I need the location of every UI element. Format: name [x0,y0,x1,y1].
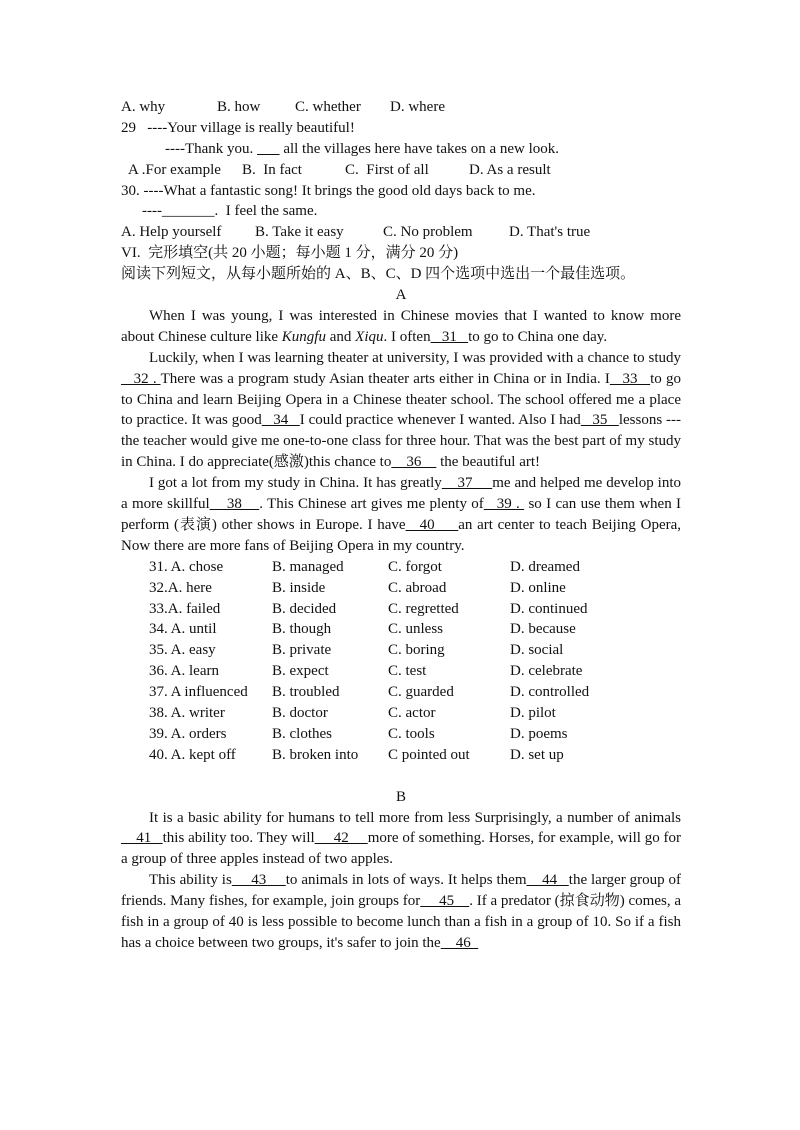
q28-option-a: A. why [121,99,166,115]
option-d: D. controlled [510,684,590,701]
q29-blank [257,141,280,157]
q28-option-c: C. whether [295,99,361,115]
q29-question: 29 ----Your village is really beautiful! [121,119,355,136]
text: Luckily, when I was learning theater at university, I was provided with a chance to study [149,349,681,366]
blank-38: 38 [209,496,260,513]
text: and [325,328,356,345]
q29-option-a: A .For example [128,161,221,178]
option-row [121,661,681,682]
option-row [121,745,681,766]
passage-b-label: B [395,788,406,805]
text: the beautiful art! [436,454,541,471]
text: This ability is [149,872,232,889]
option-c: C. test [388,663,427,680]
option-d: D. pilot [510,705,556,722]
option-b: B. broken into [272,746,359,763]
text: lessons ---the teacher would give me one-to-one class for three hour. That was the best part of my study in China. I do appreciate(感激)this chance to [121,412,682,471]
q30-answer-text: ---- [142,203,162,220]
passage-a-paragraph-2 [121,348,681,473]
section-heading: VI. 完形填空(共 20 小题；每小题 1 分，满分 20 分) [121,245,459,262]
q29-option-c: C. First of all [345,161,429,178]
option-row [121,599,681,620]
blank-37: 37 [441,475,493,492]
q30-option-a: A. Help yourself [121,224,222,241]
option-row [121,557,681,578]
text: so I can use them when I perform (表演) other shows in Europe. I have [121,496,682,533]
xiqu-term: Xiqu [355,328,384,345]
option-a: 38. A. writer [149,705,225,722]
blank-46: 46 [440,934,479,951]
q30-option-b: B. Take it easy [255,224,344,241]
text: When I was young, I was interested in Chinese movies that I wanted to know more about Chinese culture like [121,307,681,345]
text: the larger group of friends. Many fishes, for example, join groups for [121,872,681,910]
passage-a-label: A [395,287,407,304]
q30-blank: _______. [161,203,219,220]
passage-b-paragraph-2 [121,870,681,954]
text: this ability too. They will [162,830,315,847]
option-b: B. managed [272,558,344,575]
blank-33: 33 [609,370,651,387]
option-d: D. dreamed [510,558,580,575]
blank-36: 36 [391,454,437,471]
q30-answer-rest: I feel the same. [218,203,318,220]
blank-44: 44 [526,872,569,889]
option-d: D. social [510,642,564,659]
option-a: 39. A. orders [149,725,227,742]
text: . If a predator (掠食动物) comes, a fish in a group of 40 is less possible to become lunch than a fish in a group of 10. So if a fish has a choice between two groups, it's safer to join the [121,893,682,951]
option-b: B. doctor [272,705,328,722]
q29-answer-rest: all the villages here have takes on a new look. [279,140,560,157]
blank-43: 43 [231,872,286,889]
q28-option-d: D. where [390,99,445,115]
option-c: C pointed out [388,746,470,763]
option-a: 37. A influenced [149,684,248,701]
q29-option-b: B. In fact [242,161,302,178]
option-a: 31. A. chose [149,558,224,575]
blank-45: 45 [420,893,470,910]
blank-42: 42 [314,830,368,847]
q30-question: 30. ----What a fantastic song! It brings the good old days back to me. [121,182,536,199]
text: to go to China and learn Beijing Opera in a Chinese theater school. The school offered me a place to practice. It was good [121,370,682,429]
option-d: D. set up [510,746,564,763]
option-d: D. celebrate [510,663,583,680]
option-b: B. though [272,621,332,638]
option-a: 35. A. easy [149,642,216,659]
text: . This Chinese art gives me plenty of [259,496,484,513]
option-a: 33.A. failed [149,600,221,617]
option-d: D. continued [510,600,588,617]
text: There was a program study Asian theater arts either in China or in India. I [160,370,610,387]
option-row [121,578,681,599]
option-d: D. poems [510,725,568,742]
passage-a-paragraph-3 [121,473,681,557]
q29-answer-line [121,139,681,160]
option-row [121,724,681,745]
option-d: D. because [510,621,576,638]
option-c: C. boring [388,642,445,659]
blank-35: 35 [580,412,619,429]
option-a: 32.A. here [149,579,212,596]
option-b: B. expect [272,663,329,680]
q28-option-b: B. how [217,99,261,115]
option-b: B. decided [272,600,337,617]
text: an art center to teach Beijing Opera, Now there are more fans of Beijing Opera in my country. [121,516,681,554]
option-row [121,682,681,703]
blank-39: 39 . [483,496,525,513]
q30-option-c: C. No problem [383,224,473,241]
text: to go to China one day. [468,328,608,345]
q30-answer-line [121,201,681,222]
option-row [121,619,681,640]
option-b: B. inside [272,579,326,596]
option-a: 40. A. kept off [149,746,236,763]
q29-answer-text: ----Thank you. [165,140,258,157]
option-c: C. tools [388,725,435,742]
blank-40: 40 [405,516,459,533]
q28-options [121,97,681,118]
passage-a-paragraph-1 [121,306,681,348]
option-a: 36. A. learn [149,663,219,680]
exam-page [121,97,681,954]
passage-a-options [121,557,681,766]
option-c: C. abroad [388,579,447,596]
q29-option-d: D. As a result [469,161,551,178]
option-b: B. troubled [272,684,340,701]
blank-32: 32 . [121,370,161,387]
option-c: C. unless [388,621,444,638]
option-row [121,640,681,661]
option-c: C. guarded [388,684,454,701]
blank-34: 34 [261,412,300,429]
kungfu-term: Kungfu [281,328,326,345]
option-c: C. forgot [388,558,442,575]
blank-31: 31 [430,328,469,345]
option-c: C. actor [388,705,436,722]
text: to animals in lots of ways. It helps them [285,872,527,889]
option-d: D. online [510,579,566,596]
option-c: C. regretted [388,600,459,617]
text: me and helped me develop into a more skillful [121,475,681,513]
text: It is a basic ability for humans to tell more from less Surprisingly, a number of animals [149,809,681,826]
text: I got a lot from my study in China. It has greatly [149,475,442,492]
option-row [121,703,681,724]
option-b: B. clothes [272,725,332,742]
blank-41: 41 [121,830,163,847]
option-b: B. private [272,642,332,659]
text: more of something. Horses, for example, will go for a group of three apples instead of two apples. [121,830,682,868]
section-instruction: 阅读下列短文，从每小题所始的 A、B、C、D 四个选项中选出一个最佳选项。 [121,266,636,283]
q29-options [121,160,681,181]
q30-options [121,222,681,243]
passage-b-paragraph-1 [121,808,681,871]
option-a: 34. A. until [149,621,217,638]
text: I could practice whenever I wanted. Also I had [299,412,581,429]
spacer [121,766,681,787]
q30-option-d: D. That's true [509,224,591,241]
text: . I often [383,328,431,345]
